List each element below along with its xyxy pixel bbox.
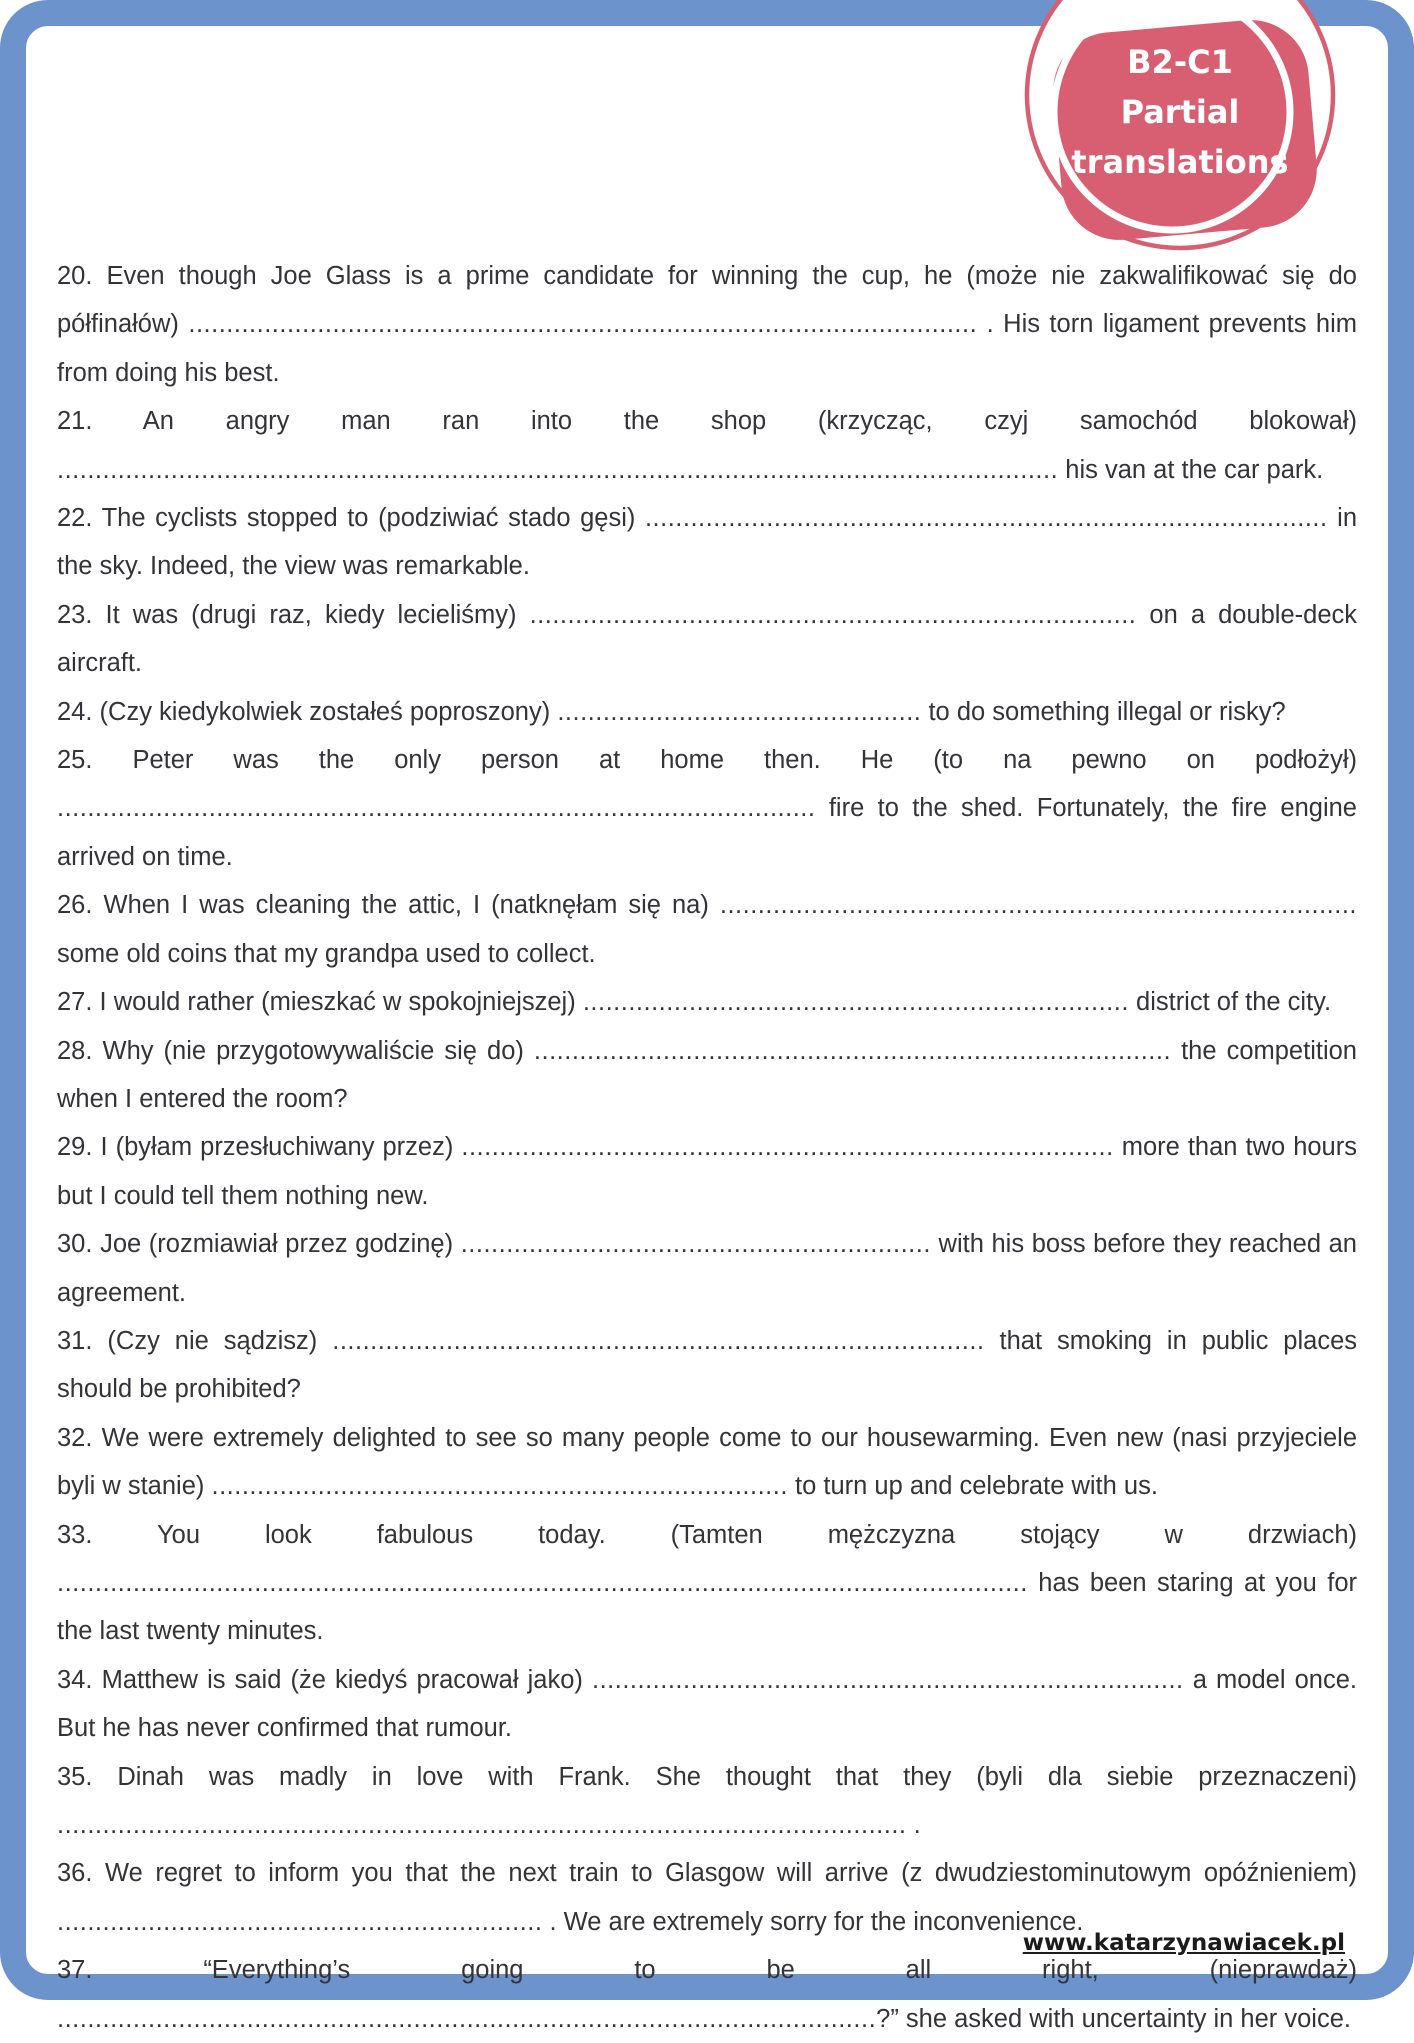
exercise-text-before-blank: We regret to inform you that the next train to Glasgow will arrive (z dwudziestominutowym opóźnieniem) bbox=[105, 1859, 1357, 1888]
blank-dotted-line: .................................................................................................... bbox=[57, 794, 816, 823]
blank-dotted-line: .............................................................................. bbox=[592, 1665, 1184, 1694]
exercise-number: 34. bbox=[57, 1665, 93, 1694]
exercise-text-before-blank: The cyclists stopped to (podziwiać stado gęsi) bbox=[101, 504, 645, 533]
website-link[interactable]: www.katarzynawiacek.pl bbox=[1022, 1930, 1345, 1956]
exercise-text-before-blank: Joe (rozmiawiał przez godzinę) bbox=[100, 1230, 461, 1259]
exercise-text-after-blank: a model once. But he has never confirmed that rumour. bbox=[57, 1665, 1357, 1743]
exercise-text-before-blank: (Czy kiedykolwiek zostałeś poproszony) bbox=[99, 697, 558, 726]
exercise-text-after-blank: ?” she asked with uncertainty in her voice. bbox=[876, 2004, 1351, 2033]
exercise-number: 37. bbox=[57, 1956, 93, 1985]
exercise-number: 27. bbox=[57, 988, 93, 1017]
blank-dotted-line: ........................................................................................................ bbox=[188, 310, 978, 339]
exercise-text-before-blank: Matthew is said (że kiedyś pracował jako) bbox=[101, 1665, 592, 1694]
exercise-number: 29. bbox=[57, 1133, 93, 1162]
blank-dotted-line: ........................................................................ bbox=[582, 988, 1129, 1017]
exercise-item bbox=[57, 397, 1357, 494]
exercise-number: 21. bbox=[57, 407, 93, 436]
exercise-text-before-blank: (Czy nie sądzisz) bbox=[107, 1326, 333, 1355]
exercise-number: 36. bbox=[57, 1859, 93, 1888]
exercise-text-after-blank: to turn up and celebrate with us. bbox=[787, 1472, 1158, 1501]
exercise-number: 32. bbox=[57, 1423, 93, 1452]
exercise-text-after-blank: his van at the car park. bbox=[1058, 455, 1324, 484]
exercise-text-after-blank: some old coins that my grandpa used to collect. bbox=[57, 939, 596, 968]
blank-dotted-line: .................................................................................................................................... bbox=[57, 455, 1059, 484]
exercise-text-before-blank: Dinah was madly in love with Frank. She thought that they (byli dla siebie przeznaczeni) bbox=[117, 1762, 1357, 1791]
blank-dotted-line: ............................................................................ bbox=[211, 1472, 788, 1501]
exercise-number: 22. bbox=[57, 504, 93, 533]
exercise-item bbox=[57, 1511, 1357, 1656]
exercise-number: 24. bbox=[57, 697, 93, 726]
exercise-text-before-blank: “Everything’s going to be all right, (nieprawdaż) bbox=[203, 1956, 1357, 1985]
exercise-text-before-blank: We were extremely delighted to see so many people come to our housewarming. Even new (nasi przyjeciele byli w stanie) bbox=[57, 1423, 1358, 1501]
exercise-item bbox=[57, 1027, 1357, 1124]
blank-dotted-line: ...................................................................................... bbox=[461, 1133, 1114, 1162]
blank-dotted-line: ............................................................................................................ bbox=[57, 2004, 877, 2033]
exercise-number: 33. bbox=[57, 1520, 93, 1549]
exercise-number: 30. bbox=[57, 1230, 93, 1259]
exercise-text-after-blank: in the sky. Indeed, the view was remarkable. bbox=[57, 504, 1358, 581]
exercise-text-after-blank: that smoking in public places should be prohibited? bbox=[57, 1326, 1357, 1404]
exercise-item bbox=[57, 736, 1357, 881]
exercise-text-after-blank: on a double-deck aircraft. bbox=[57, 600, 1358, 678]
exercise-text-after-blank: fire to the shed. Fortunately, the fire engine arrived on time. bbox=[57, 794, 1357, 871]
blank-dotted-line: .................................................................................... bbox=[719, 891, 1357, 920]
blank-dotted-line: ................................................ bbox=[557, 697, 922, 726]
exercise-text-before-blank: Why (nie przygotowywaliście się do) bbox=[102, 1036, 534, 1065]
exercise-text-before-blank: An angry man ran into the shop (krzycząc, czyj samochód blokował) bbox=[142, 407, 1357, 436]
exercise-text-before-blank: Even though Joe Glass is a prime candidate for winning the cup, he (może nie zakwalifikować się do półfinałów) bbox=[57, 262, 1357, 339]
exercise-item bbox=[57, 1946, 1357, 2043]
exercise-number: 20. bbox=[57, 262, 93, 290]
exercise-text-before-blank: When I was cleaning the attic, I (natknęłam się na) bbox=[103, 891, 720, 920]
exercise-text-after-blank: . His torn ligament prevents him from doing his best. bbox=[57, 310, 1357, 387]
exercise-text-after-blank: to do something illegal or risky? bbox=[921, 697, 1286, 726]
exercise-text-before-blank: Peter was the only person at home then. He (to na pewno on podłożył) bbox=[132, 746, 1357, 775]
exercise-item bbox=[57, 591, 1357, 688]
exercise-item bbox=[57, 1123, 1357, 1220]
exercise-item bbox=[57, 688, 1357, 736]
badge-level-label: B2-C1 bbox=[1127, 43, 1233, 81]
blank-dotted-line: ...................................................................................... bbox=[332, 1326, 985, 1355]
blank-dotted-line: .......................................................................................... bbox=[644, 504, 1328, 533]
exercise-item bbox=[57, 1753, 1357, 1850]
exercise-text-before-blank: I would rather (mieszkać w spokojniejszej) bbox=[99, 988, 583, 1017]
exercise-text-before-blank: You look fabulous today. (Tamten mężczyzna stojący w drzwiach) bbox=[156, 1520, 1358, 1549]
exercise-item bbox=[57, 252, 1357, 397]
exercise-text-after-blank: has been staring at you for the last twenty minutes. bbox=[57, 1568, 1357, 1646]
blank-dotted-line: ................................................................................................................................ bbox=[57, 1568, 1028, 1597]
exercise-text-after-blank: . bbox=[906, 1811, 921, 1839]
exercise-number: 25. bbox=[57, 746, 93, 775]
blank-dotted-line: ................................................................ bbox=[57, 1907, 543, 1936]
exercise-number: 31. bbox=[57, 1326, 93, 1355]
exercise-text-after-blank: with his boss before they reached an agreement. bbox=[57, 1230, 1357, 1307]
exercise-item bbox=[57, 881, 1357, 978]
exercise-text-after-blank: more than two hours but I could tell them nothing new. bbox=[57, 1133, 1357, 1210]
exercise-item bbox=[57, 1414, 1357, 1511]
blank-dotted-line: .............................................................. bbox=[460, 1230, 931, 1259]
blank-dotted-line: ................................................................................................................ bbox=[57, 1811, 907, 1839]
exercise-text-before-blank: It was (drugi raz, kiedy lecieliśmy) bbox=[105, 600, 530, 629]
badge-title-line2: translations bbox=[1071, 143, 1289, 181]
exercise-item bbox=[57, 494, 1357, 591]
badge-title-line1: Partial bbox=[1120, 93, 1240, 131]
exercise-text-before-blank: I (byłam przesłuchiwany przez) bbox=[100, 1133, 462, 1162]
exercise-item bbox=[57, 978, 1357, 1026]
exercise-number: 28. bbox=[57, 1036, 93, 1065]
footer bbox=[1023, 1930, 1345, 1956]
exercise-text-after-blank: . We are extremely sorry for the inconvenience. bbox=[542, 1907, 1084, 1936]
exercise-text-after-blank: district of the city. bbox=[1128, 988, 1332, 1017]
exercise-text-after-blank: the competition when I entered the room? bbox=[57, 1036, 1357, 1113]
exercise-item bbox=[57, 1317, 1357, 1414]
exercise-item bbox=[57, 1656, 1357, 1753]
blank-dotted-line: .................................................................................... bbox=[533, 1036, 1172, 1065]
exercise-number: 35. bbox=[57, 1762, 93, 1791]
exercise-number: 23. bbox=[57, 600, 93, 629]
blank-dotted-line: ................................................................................ bbox=[529, 600, 1137, 629]
exercise-list bbox=[57, 0, 1357, 2043]
exercise-item bbox=[57, 1220, 1357, 1317]
exercise-number: 26. bbox=[57, 891, 93, 920]
